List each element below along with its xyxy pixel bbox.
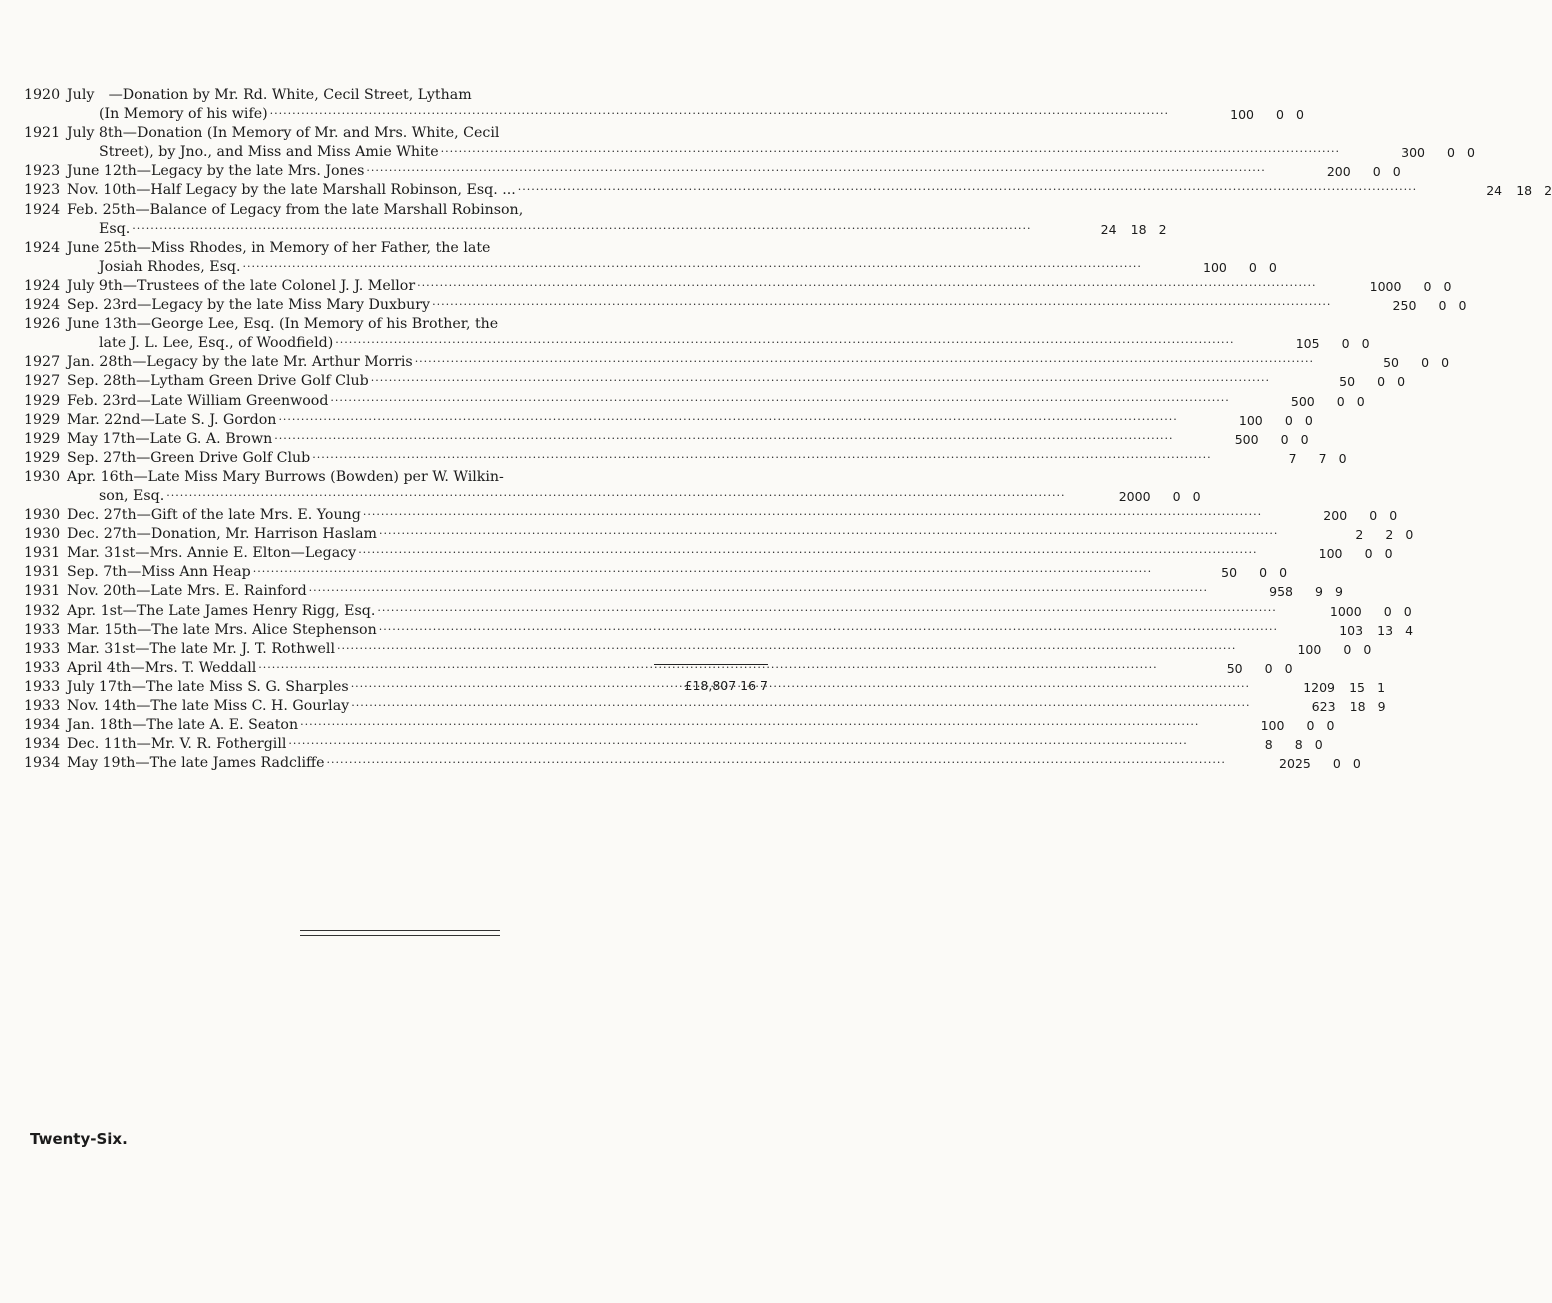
amount-shillings: 0 bbox=[1383, 603, 1392, 619]
amount-pounds: 300 bbox=[1401, 145, 1425, 161]
entry-year: 1924 bbox=[24, 201, 61, 218]
entry-description bbox=[67, 735, 1191, 754]
amount-shillings: 0 bbox=[1284, 412, 1293, 428]
ledger-entry bbox=[24, 754, 1361, 773]
entry-text-line: June 13th—George Lee, Esq. (In Memory of his Brother, the bbox=[67, 316, 499, 333]
entry-year: 1931 bbox=[24, 564, 61, 581]
entry-year: 1923 bbox=[24, 163, 61, 180]
entry-amount bbox=[1069, 487, 1201, 506]
amount-pounds: 2 bbox=[1355, 527, 1364, 543]
amount-pounds: 250 bbox=[1392, 298, 1417, 314]
amount-pounds: 50 bbox=[1383, 355, 1400, 371]
entry-text-line: Sep. 7th—Miss Ann Heap bbox=[67, 564, 251, 581]
entry-amount bbox=[1233, 392, 1365, 411]
entry-description bbox=[67, 86, 1172, 124]
entry-year: 1933 bbox=[24, 659, 61, 676]
amount-shillings: 0 bbox=[1438, 298, 1447, 314]
amount-shillings: 0 bbox=[1172, 488, 1181, 504]
entry-description bbox=[67, 411, 1181, 430]
page-footer: Twenty-Six. bbox=[30, 1130, 128, 1148]
entry-amount bbox=[1261, 544, 1393, 563]
amount-shillings: 0 bbox=[1447, 145, 1455, 161]
entry-text-line: Dec. 11th—Mr. V. R. Fothergill bbox=[67, 736, 287, 753]
amount-pounds: 1000 bbox=[1369, 278, 1402, 294]
amount-pence: 0 bbox=[1361, 336, 1370, 352]
entry-text-line: Apr. 1st—The Late James Henry Rigg, Esq. bbox=[67, 602, 376, 619]
entry-text-line: son, Esq. bbox=[99, 487, 165, 504]
amount-pounds: 50 bbox=[1339, 374, 1356, 390]
amount-pounds: 1000 bbox=[1329, 603, 1362, 619]
ledger-entry bbox=[24, 296, 1467, 315]
entry-year: 1924 bbox=[24, 277, 61, 294]
amount-pence: 0 bbox=[1326, 718, 1335, 734]
amount-shillings: 7 bbox=[1318, 450, 1327, 466]
entry-year: 1924 bbox=[24, 239, 61, 256]
entry-year: 1934 bbox=[24, 717, 61, 734]
leader-dots bbox=[166, 487, 1065, 501]
ledger-entry bbox=[24, 181, 1552, 200]
leader-dots bbox=[379, 621, 1278, 635]
amount-pounds: 8 bbox=[1264, 737, 1273, 753]
amount-shillings: 15 bbox=[1349, 679, 1366, 695]
entry-amount bbox=[1161, 659, 1293, 678]
amount-pounds: 958 bbox=[1269, 584, 1293, 600]
entry-description bbox=[67, 201, 1035, 239]
amount-shillings: 18 bbox=[1349, 699, 1366, 714]
ledger-entry bbox=[24, 582, 1343, 601]
ledger-entry bbox=[24, 506, 1398, 525]
entry-text-line: Feb. 23rd—Late William Greenwood bbox=[67, 392, 329, 409]
leader-dots bbox=[274, 430, 1173, 444]
ledger-entry bbox=[24, 277, 1452, 296]
entry-year: 1926 bbox=[24, 316, 61, 333]
amount-pounds: 200 bbox=[1326, 164, 1351, 180]
amount-pounds: 2025 bbox=[1279, 756, 1311, 772]
ledger-entry bbox=[24, 124, 1475, 162]
entry-year: 1929 bbox=[24, 392, 61, 409]
amount-pence: 9 bbox=[1377, 699, 1386, 714]
ledger-entry bbox=[24, 468, 1201, 506]
ledger-entry bbox=[24, 735, 1323, 754]
amount-pence: 0 bbox=[1304, 412, 1313, 428]
amount-pounds: 100 bbox=[1230, 107, 1254, 123]
entry-text-line: Nov. 10th—Half Legacy by the late Marshall Robinson, Esq. ... bbox=[67, 182, 516, 199]
entry-text-line: Josiah Rhodes, Esq. bbox=[99, 258, 241, 275]
entry-text-line: June 12th—Legacy by the late Mrs. Jones bbox=[67, 163, 365, 180]
leader-dots bbox=[366, 162, 1265, 176]
ledger-entry bbox=[24, 563, 1288, 582]
amount-pounds: 103 bbox=[1339, 622, 1364, 638]
leader-dots bbox=[377, 602, 1276, 616]
leader-dots bbox=[415, 353, 1314, 367]
entry-amount bbox=[1281, 525, 1413, 544]
ledger-entry bbox=[24, 525, 1414, 544]
entry-text-line: Esq. bbox=[99, 220, 131, 237]
entry-description bbox=[67, 716, 1202, 735]
leader-dots bbox=[337, 640, 1236, 654]
entry-description bbox=[67, 124, 1343, 162]
entry-year: 1931 bbox=[24, 583, 61, 600]
entry-amount bbox=[1211, 582, 1343, 601]
amount-pence: 0 bbox=[1300, 431, 1309, 447]
entry-text-line: Jan. 18th—The late A. E. Seaton bbox=[67, 717, 299, 734]
donations-ledger bbox=[24, 86, 1552, 773]
grand-total: £18,807 16 7 bbox=[684, 678, 768, 693]
entry-amount bbox=[1229, 754, 1361, 773]
amount-pence: 2 bbox=[1158, 221, 1167, 237]
entry-description bbox=[67, 277, 1319, 296]
amount-pounds: 105 bbox=[1295, 336, 1320, 352]
entry-description bbox=[67, 697, 1254, 716]
leader-dots bbox=[288, 735, 1187, 749]
amount-shillings: 0 bbox=[1341, 336, 1350, 352]
entry-amount bbox=[1254, 697, 1386, 716]
leader-dots bbox=[379, 525, 1278, 539]
entry-text-line: Sep. 27th—Green Drive Golf Club bbox=[67, 449, 311, 466]
ledger-entry bbox=[24, 544, 1393, 563]
entry-text-line: Jan. 28th—Legacy by the late Mr. Arthur Morris bbox=[67, 354, 413, 371]
entry-text-line: Nov. 14th—The late Miss C. H. Gourlay bbox=[67, 698, 350, 714]
entry-description bbox=[67, 296, 1334, 315]
amount-pounds: 7 bbox=[1288, 450, 1297, 466]
entry-year: 1921 bbox=[24, 125, 61, 142]
entry-amount bbox=[1273, 372, 1405, 391]
amount-pence: 0 bbox=[1384, 546, 1393, 562]
entry-text-line: Apr. 16th—Late Miss Mary Burrows (Bowden) per W. Wilkin- bbox=[67, 468, 504, 485]
entry-amount bbox=[1269, 162, 1401, 181]
amount-pence: 2 bbox=[1544, 183, 1552, 199]
leader-dots bbox=[441, 143, 1340, 157]
ledger-entry bbox=[24, 430, 1309, 449]
entry-year: 1930 bbox=[24, 507, 61, 524]
leader-dots bbox=[351, 697, 1250, 711]
ledger-entry bbox=[24, 640, 1372, 659]
leader-dots bbox=[253, 563, 1152, 577]
amount-shillings: 2 bbox=[1385, 527, 1394, 543]
amount-shillings: 0 bbox=[1377, 374, 1386, 390]
entry-amount bbox=[1317, 353, 1449, 372]
entry-year: 1934 bbox=[24, 736, 61, 753]
total-rule bbox=[654, 664, 768, 665]
amount-pence: 0 bbox=[1268, 259, 1277, 275]
ledger-entry bbox=[24, 372, 1406, 391]
amount-pence: 0 bbox=[1352, 756, 1361, 772]
entry-year: 1933 bbox=[24, 640, 61, 657]
entry-amount bbox=[1172, 105, 1304, 124]
amount-pounds: 24 bbox=[1486, 183, 1503, 199]
amount-shillings: 18 bbox=[1130, 221, 1147, 237]
entry-year: 1930 bbox=[24, 468, 61, 485]
amount-pounds: 1209 bbox=[1303, 679, 1336, 695]
entry-text-line: Dec. 27th—Donation, Mr. Harrison Haslam bbox=[67, 526, 377, 543]
leader-dots bbox=[270, 105, 1169, 119]
entry-year: 1929 bbox=[24, 430, 61, 447]
amount-pounds: 50 bbox=[1226, 660, 1243, 676]
entry-year: 1933 bbox=[24, 678, 61, 695]
leader-dots bbox=[309, 582, 1208, 596]
leader-dots bbox=[371, 372, 1270, 386]
amount-shillings: 13 bbox=[1377, 622, 1394, 638]
entry-description bbox=[67, 563, 1155, 582]
amount-pounds: 500 bbox=[1290, 393, 1315, 409]
amount-shillings: 0 bbox=[1372, 164, 1381, 180]
entry-amount bbox=[1202, 716, 1334, 735]
entry-text-line: April 4th—Mrs. T. Weddall bbox=[67, 659, 257, 676]
ledger-entry bbox=[24, 697, 1386, 716]
entry-description bbox=[67, 525, 1281, 544]
entry-amount bbox=[1181, 411, 1313, 430]
amount-shillings: 0 bbox=[1332, 756, 1341, 772]
entry-amount bbox=[1238, 334, 1370, 353]
leader-dots bbox=[312, 449, 1211, 463]
leader-dots bbox=[330, 392, 1229, 406]
entry-text-line: Sep. 23rd—Legacy by the late Miss Mary Duxbury bbox=[67, 297, 431, 314]
entry-description bbox=[67, 602, 1280, 621]
amount-pence: 0 bbox=[1441, 355, 1450, 371]
entry-text-line: July 17th—The late Miss S. G. Sharples bbox=[67, 678, 349, 695]
amount-shillings: 0 bbox=[1336, 393, 1345, 409]
entry-year: 1933 bbox=[24, 621, 61, 638]
entry-description bbox=[67, 315, 1238, 353]
entry-description bbox=[67, 621, 1281, 640]
entry-text-line: Sep. 28th—Lytham Green Drive Golf Club bbox=[67, 373, 369, 390]
entry-amount bbox=[1343, 143, 1475, 162]
entry-text-line: Feb. 25th—Balance of Legacy from the late Marshall Robinson, bbox=[67, 201, 524, 218]
amount-pounds: 623 bbox=[1311, 699, 1336, 714]
leader-dots bbox=[243, 258, 1142, 272]
leader-dots bbox=[363, 506, 1262, 520]
amount-pence: 0 bbox=[1403, 603, 1412, 619]
entry-year: 1930 bbox=[24, 526, 61, 543]
amount-pence: 0 bbox=[1392, 164, 1401, 180]
entry-text-line: June 25th—Miss Rhodes, in Memory of her Father, the late bbox=[67, 239, 491, 256]
entry-text-line: May 19th—The late James Radcliffe bbox=[67, 755, 325, 772]
amount-pence: 0 bbox=[1314, 737, 1323, 753]
entry-description bbox=[67, 449, 1215, 468]
entry-description bbox=[67, 640, 1239, 659]
entry-year: 1932 bbox=[24, 602, 61, 619]
entry-text-line: July —Donation by Mr. Rd. White, Cecil Street, Lytham bbox=[67, 87, 472, 103]
entry-year: 1931 bbox=[24, 545, 61, 562]
ledger-entry bbox=[24, 353, 1450, 372]
ledger-entry bbox=[24, 602, 1412, 621]
amount-pounds: 100 bbox=[1203, 259, 1227, 275]
entry-text-line: (In Memory of his wife) bbox=[99, 106, 268, 123]
amount-pounds: 100 bbox=[1238, 412, 1263, 428]
entry-amount bbox=[1253, 678, 1385, 697]
amount-shillings: 0 bbox=[1259, 565, 1268, 581]
amount-pounds: 500 bbox=[1234, 431, 1259, 447]
ledger-entry bbox=[24, 659, 1293, 678]
entry-description bbox=[67, 372, 1273, 391]
entry-text-line: July 8th—Donation (In Memory of Mr. and Mrs. White, Cecil bbox=[67, 125, 500, 142]
leader-dots bbox=[518, 181, 1417, 195]
amount-pence: 0 bbox=[1284, 660, 1293, 676]
entry-year: 1934 bbox=[24, 755, 61, 772]
entry-year: 1929 bbox=[24, 411, 61, 428]
entry-year: 1924 bbox=[24, 297, 61, 314]
ledger-entry bbox=[24, 716, 1335, 735]
ledger-entry bbox=[24, 162, 1401, 181]
leader-dots bbox=[258, 659, 1157, 673]
entry-year: 1927 bbox=[24, 373, 61, 390]
ledger-entry bbox=[24, 411, 1313, 430]
amount-pounds: 50 bbox=[1221, 565, 1238, 581]
amount-pounds: 24 bbox=[1100, 221, 1117, 237]
entry-description bbox=[67, 659, 1161, 678]
leader-dots bbox=[432, 296, 1331, 310]
leader-dots bbox=[300, 716, 1199, 730]
ledger-entry bbox=[24, 315, 1370, 353]
entry-description bbox=[67, 430, 1177, 449]
entry-text-line: Mar. 15th—The late Mrs. Alice Stephenson bbox=[67, 621, 377, 638]
ledger-entry bbox=[24, 621, 1414, 640]
entry-description bbox=[67, 392, 1233, 411]
entry-description bbox=[67, 506, 1265, 525]
amount-pence: 0 bbox=[1443, 278, 1452, 294]
entry-description bbox=[67, 468, 1069, 506]
entry-amount bbox=[1191, 735, 1323, 754]
amount-pence: 0 bbox=[1356, 393, 1365, 409]
entry-text-line: May 17th—Late G. A. Brown bbox=[67, 430, 273, 447]
amount-pounds: 100 bbox=[1297, 641, 1322, 657]
amount-shillings: 0 bbox=[1369, 508, 1378, 524]
amount-pounds: 200 bbox=[1323, 508, 1348, 524]
ledger-entry bbox=[24, 392, 1365, 411]
leader-dots bbox=[327, 754, 1226, 768]
amount-shillings: 0 bbox=[1343, 641, 1352, 657]
amount-shillings: 18 bbox=[1516, 183, 1533, 199]
amount-shillings: 0 bbox=[1423, 278, 1432, 294]
entry-description bbox=[67, 582, 1211, 601]
ledger-entry bbox=[24, 449, 1347, 468]
entry-text-line: July 9th—Trustees of the late Colonel J. J. Mellor bbox=[67, 277, 416, 294]
amount-shillings: 0 bbox=[1248, 259, 1257, 275]
ledger-entry bbox=[24, 239, 1277, 277]
entry-amount bbox=[1280, 602, 1412, 621]
entry-description bbox=[67, 754, 1229, 773]
amount-pence: 0 bbox=[1458, 298, 1467, 314]
amount-pounds: 100 bbox=[1318, 546, 1343, 562]
amount-pence: 9 bbox=[1335, 584, 1343, 600]
amount-pence: 0 bbox=[1405, 527, 1414, 543]
entry-amount bbox=[1145, 258, 1277, 277]
amount-shillings: 0 bbox=[1306, 718, 1315, 734]
entry-amount bbox=[1177, 430, 1309, 449]
leader-dots bbox=[358, 544, 1257, 558]
entry-amount bbox=[1035, 220, 1167, 239]
amount-pence: 0 bbox=[1363, 641, 1372, 657]
entry-description bbox=[67, 544, 1261, 563]
entry-text-line: Dec. 27th—Gift of the late Mrs. E. Young bbox=[67, 507, 361, 524]
entry-text-line: late J. L. Lee, Esq., of Woodfield) bbox=[99, 335, 334, 352]
entry-amount bbox=[1215, 449, 1347, 468]
leader-dots bbox=[278, 411, 1177, 425]
amount-pence: 0 bbox=[1279, 565, 1288, 581]
leader-dots bbox=[417, 277, 1316, 291]
amount-shillings: 0 bbox=[1264, 660, 1273, 676]
entry-description bbox=[67, 181, 1420, 200]
entry-text-line: Mar. 31st—The late Mr. J. T. Rothwell bbox=[67, 640, 336, 657]
entry-description bbox=[67, 353, 1317, 372]
amount-pounds: 2000 bbox=[1118, 488, 1151, 504]
entry-year: 1923 bbox=[24, 182, 61, 199]
amount-pence: 0 bbox=[1338, 450, 1347, 466]
amount-pence: 1 bbox=[1377, 679, 1386, 695]
amount-shillings: 9 bbox=[1315, 584, 1323, 600]
entry-text-line: Street), by Jno., and Miss and Miss Amie White bbox=[99, 144, 439, 161]
entry-text-line: Nov. 20th—Late Mrs. E. Rainford bbox=[67, 583, 307, 600]
entry-text-line: Mar. 31st—Mrs. Annie E. Elton—Legacy bbox=[67, 545, 357, 562]
amount-pence: 0 bbox=[1397, 374, 1406, 390]
leader-dots bbox=[132, 220, 1031, 234]
amount-pence: 0 bbox=[1192, 488, 1201, 504]
entry-amount bbox=[1420, 181, 1552, 200]
amount-shillings: 0 bbox=[1421, 355, 1430, 371]
amount-shillings: 0 bbox=[1364, 546, 1373, 562]
amount-pence: 0 bbox=[1389, 508, 1398, 524]
entry-description bbox=[67, 162, 1269, 181]
leader-dots bbox=[335, 334, 1234, 348]
amount-pence: 0 bbox=[1467, 145, 1475, 161]
entry-year: 1927 bbox=[24, 354, 61, 371]
amount-pounds: 100 bbox=[1260, 718, 1285, 734]
entry-year: 1929 bbox=[24, 449, 61, 466]
entry-amount bbox=[1239, 640, 1371, 659]
amount-shillings: 8 bbox=[1294, 737, 1303, 753]
entry-year: 1920 bbox=[24, 87, 61, 103]
ledger-entry bbox=[24, 86, 1304, 124]
amount-pence: 4 bbox=[1405, 622, 1414, 638]
amount-pence: 0 bbox=[1296, 107, 1304, 123]
entry-amount bbox=[1319, 277, 1451, 296]
ledger-entry bbox=[24, 201, 1167, 239]
entry-amount bbox=[1334, 296, 1466, 315]
entry-year: 1933 bbox=[24, 698, 61, 714]
entry-amount bbox=[1155, 563, 1287, 582]
entry-amount bbox=[1281, 621, 1413, 640]
entry-amount bbox=[1265, 506, 1397, 525]
entry-description bbox=[67, 239, 1145, 277]
entry-text-line: Mar. 22nd—Late S. J. Gordon bbox=[67, 411, 277, 428]
leader-dots bbox=[351, 678, 1250, 692]
amount-shillings: 0 bbox=[1280, 431, 1289, 447]
amount-shillings: 0 bbox=[1276, 107, 1284, 123]
double-rule-divider bbox=[300, 930, 500, 936]
